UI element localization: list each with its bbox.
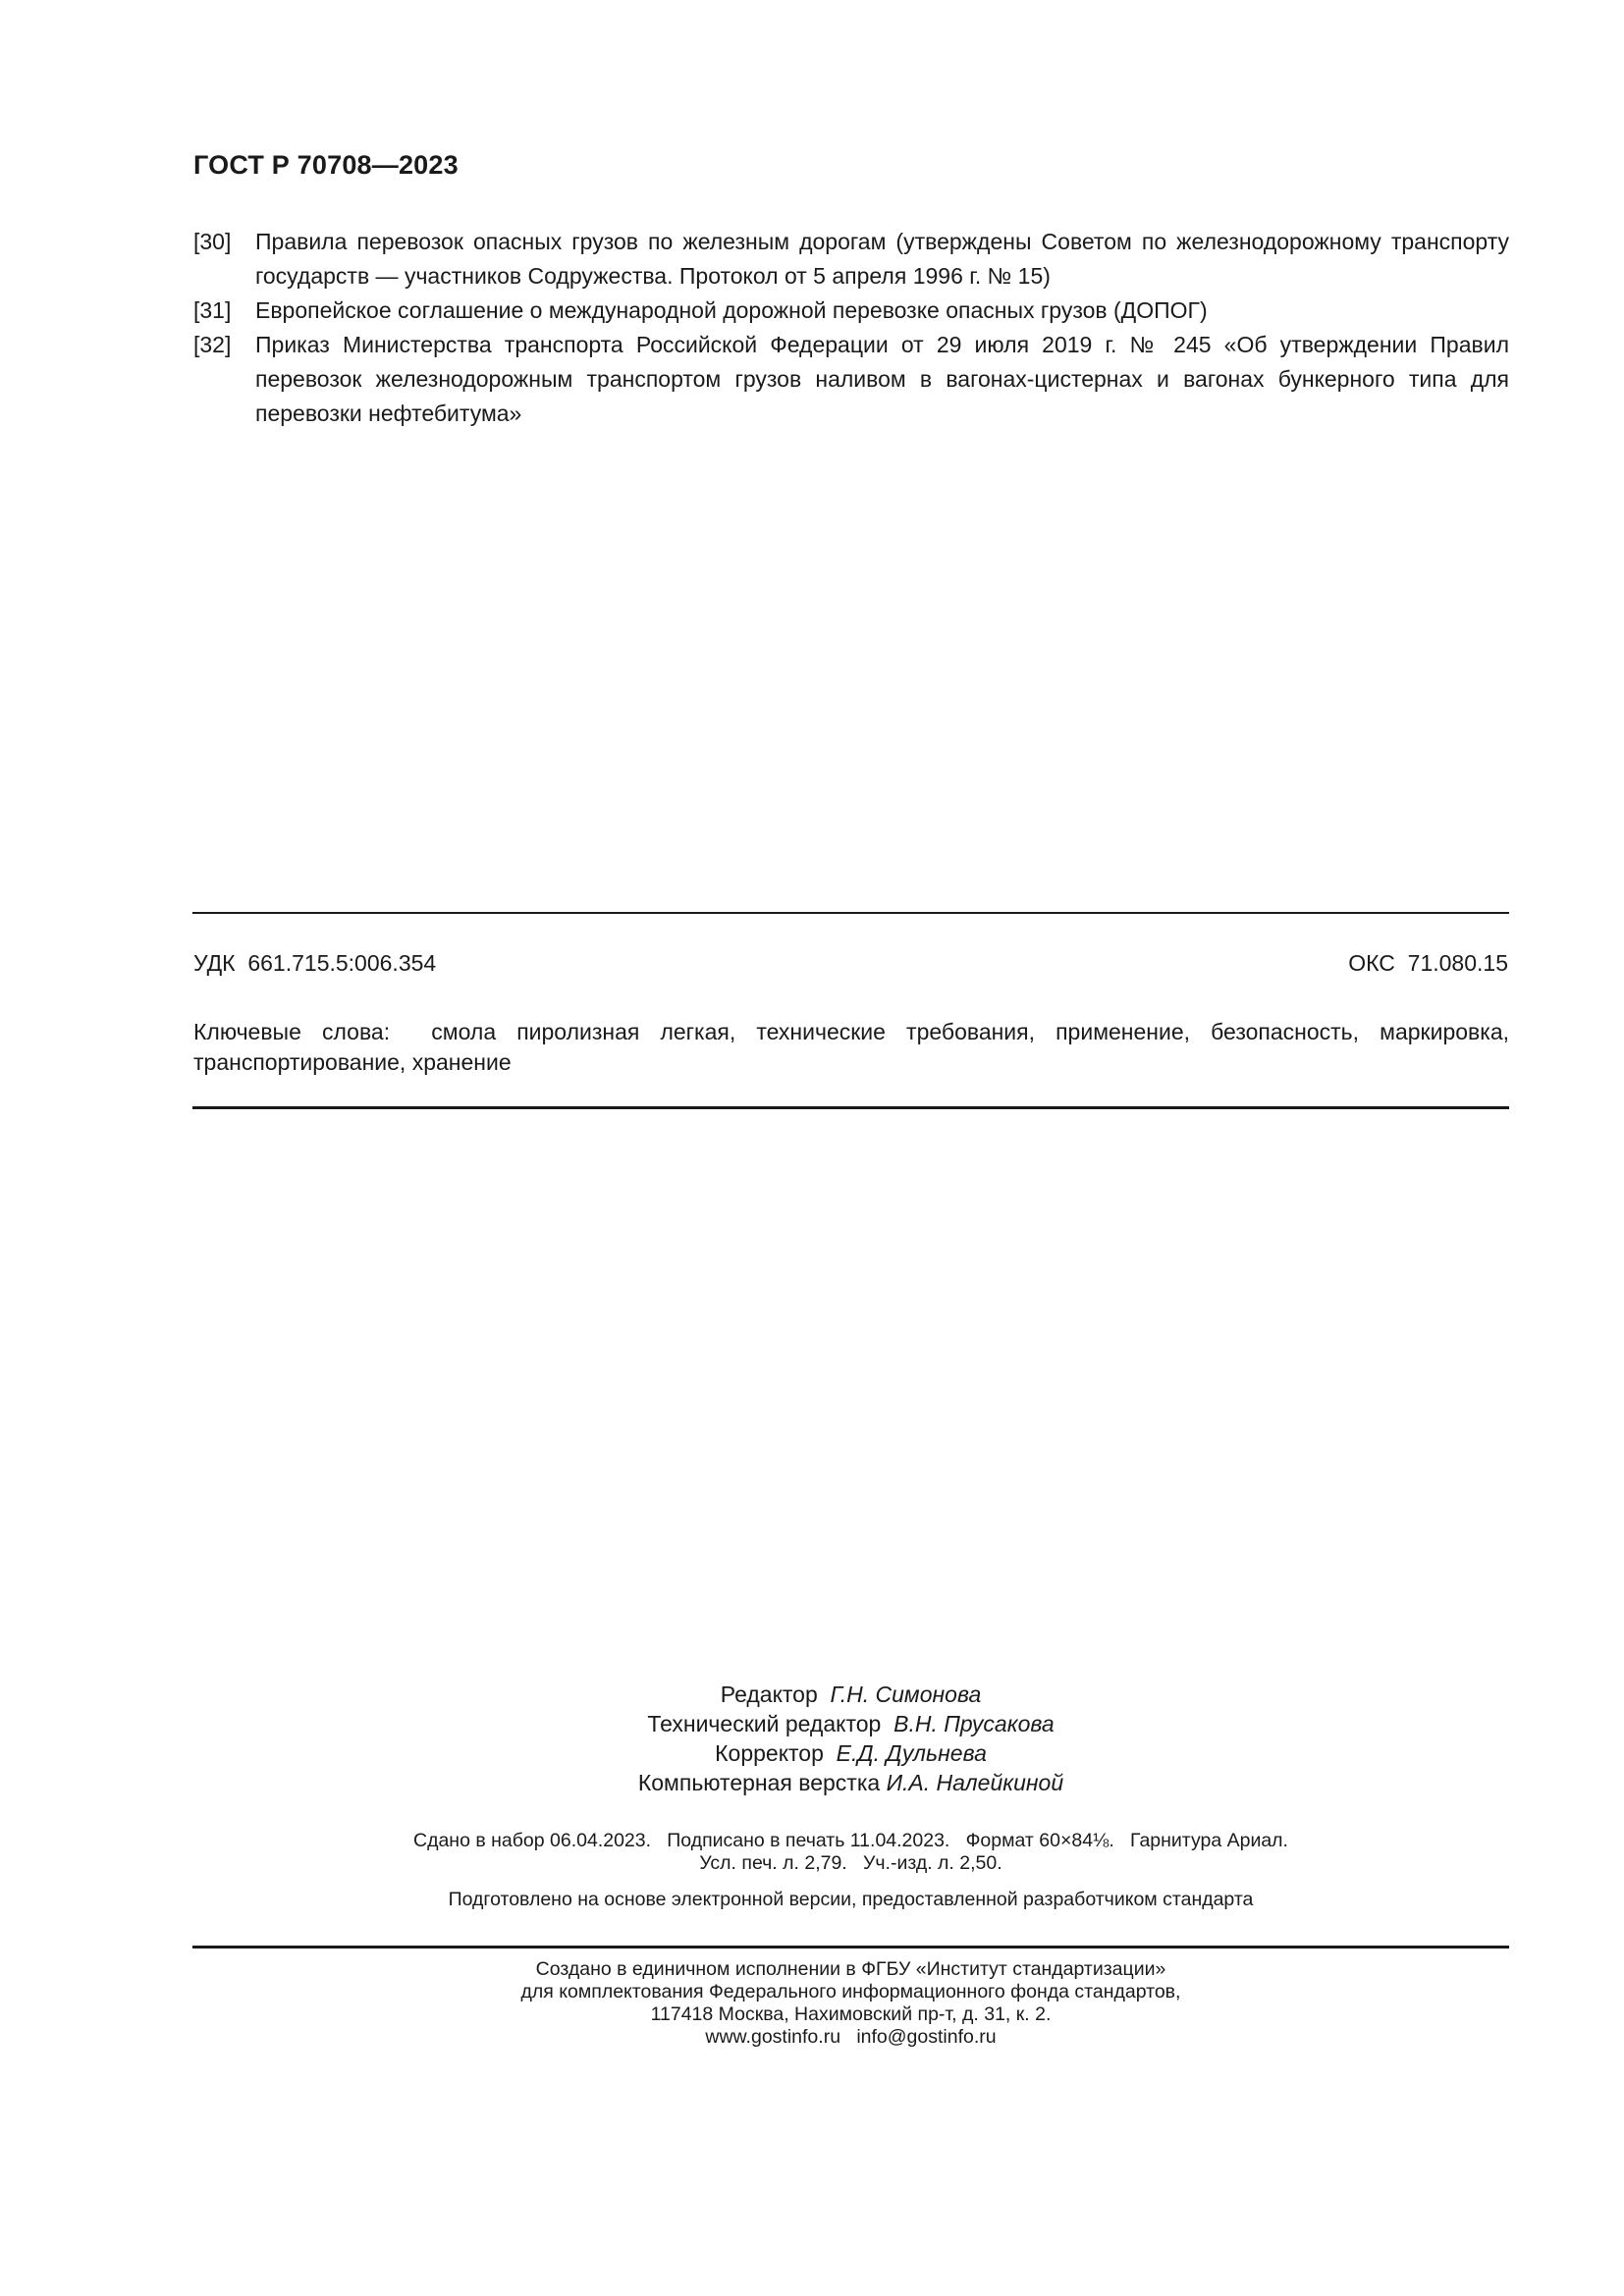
document-title: ГОСТ Р 70708—2023	[193, 150, 459, 180]
staff-name: И.А. Налейкиной	[886, 1770, 1064, 1795]
publisher-line: для комплектования Федерального информационного фонда стандартов,	[520, 1981, 1181, 2002]
prepared-note: Подготовлено на основе электронной версии, предоставленной разработчиком стандарта	[448, 1889, 1254, 1910]
reference-text: Правила перевозок опасных грузов по железным дорогам (утверждены Советом по железнодорожному транспорту государств — участников Содружества. Протокол от 5 апреля 1996 г. № 15)	[255, 229, 1509, 289]
imprint	[192, 1830, 1509, 1875]
keywords-text: смола пиролизная легкая, технические требования, применение, безопасность, маркировка, транспортирование, хранение	[193, 1019, 1510, 1075]
reference-number: [32]	[193, 332, 232, 357]
staff-line	[192, 1680, 1509, 1709]
keywords-label: Ключевые слова:	[193, 1019, 391, 1044]
reference-number: [31]	[193, 297, 232, 323]
staff-role: Технический редактор	[647, 1711, 882, 1736]
publisher-contacts	[192, 2026, 1509, 2049]
staff-line	[192, 1738, 1509, 1768]
reference-text: Европейское соглашение о международной дорожной перевозке опасных грузов (ДОПОГ)	[255, 297, 1208, 323]
keywords	[193, 1017, 1509, 1078]
references-list	[193, 225, 1509, 431]
staff-name: Е.Д. Дульнева	[836, 1740, 987, 1766]
reference-text: Приказ Министерства транспорта Российской Федерации от 29 июля 2019 г. № 245 «Об утверждении Правил перевозок железнодорожным транспортом грузов наливом в вагонах-цистернах и вагонах бункерного типа для перевозки нефтебитума»	[255, 332, 1509, 426]
staff-line	[192, 1709, 1509, 1738]
reference-item	[193, 328, 1509, 431]
oks-value: 71.080.15	[1407, 950, 1508, 976]
website-link[interactable]: www.gostinfo.ru	[705, 2026, 841, 2048]
staff-credits	[192, 1680, 1509, 1797]
udk-value: 661.715.5:006.354	[247, 950, 437, 976]
oks-label: ОКС	[1348, 950, 1395, 976]
udk-label: УДК	[193, 950, 236, 976]
oks-code	[1348, 950, 1508, 977]
email-link[interactable]: info@gostinfo.ru	[856, 2026, 997, 2048]
imprint-line: Сдано в набор 06.04.2023. Подписано в печать 11.04.2023. Формат 60×84⅛. Гарнитура Ариал.	[413, 1830, 1288, 1851]
staff-name: Г.Н. Симонова	[830, 1682, 982, 1707]
divider-top	[192, 912, 1509, 914]
udk-code	[193, 950, 436, 977]
reference-number: [30]	[193, 229, 232, 254]
imprint-line: Усл. печ. л. 2,79. Уч.-изд. л. 2,50.	[699, 1852, 1002, 1874]
staff-name: В.Н. Прусакова	[893, 1711, 1055, 1736]
publisher-line: Создано в единичном исполнении в ФГБУ «Институт стандартизации»	[535, 1958, 1166, 1980]
publisher-address: 117418 Москва, Нахимовский пр-т, д. 31, к. 2.	[650, 2003, 1052, 2025]
staff-line	[192, 1768, 1509, 1797]
staff-role: Редактор	[720, 1682, 818, 1707]
divider-keywords	[192, 1106, 1509, 1109]
staff-role: Корректор	[715, 1740, 824, 1766]
divider-bottom	[192, 1946, 1509, 1949]
reference-item	[193, 294, 1509, 328]
reference-item	[193, 225, 1509, 294]
staff-role: Компьютерная верстка	[637, 1770, 881, 1795]
publisher-info	[192, 1958, 1509, 2049]
